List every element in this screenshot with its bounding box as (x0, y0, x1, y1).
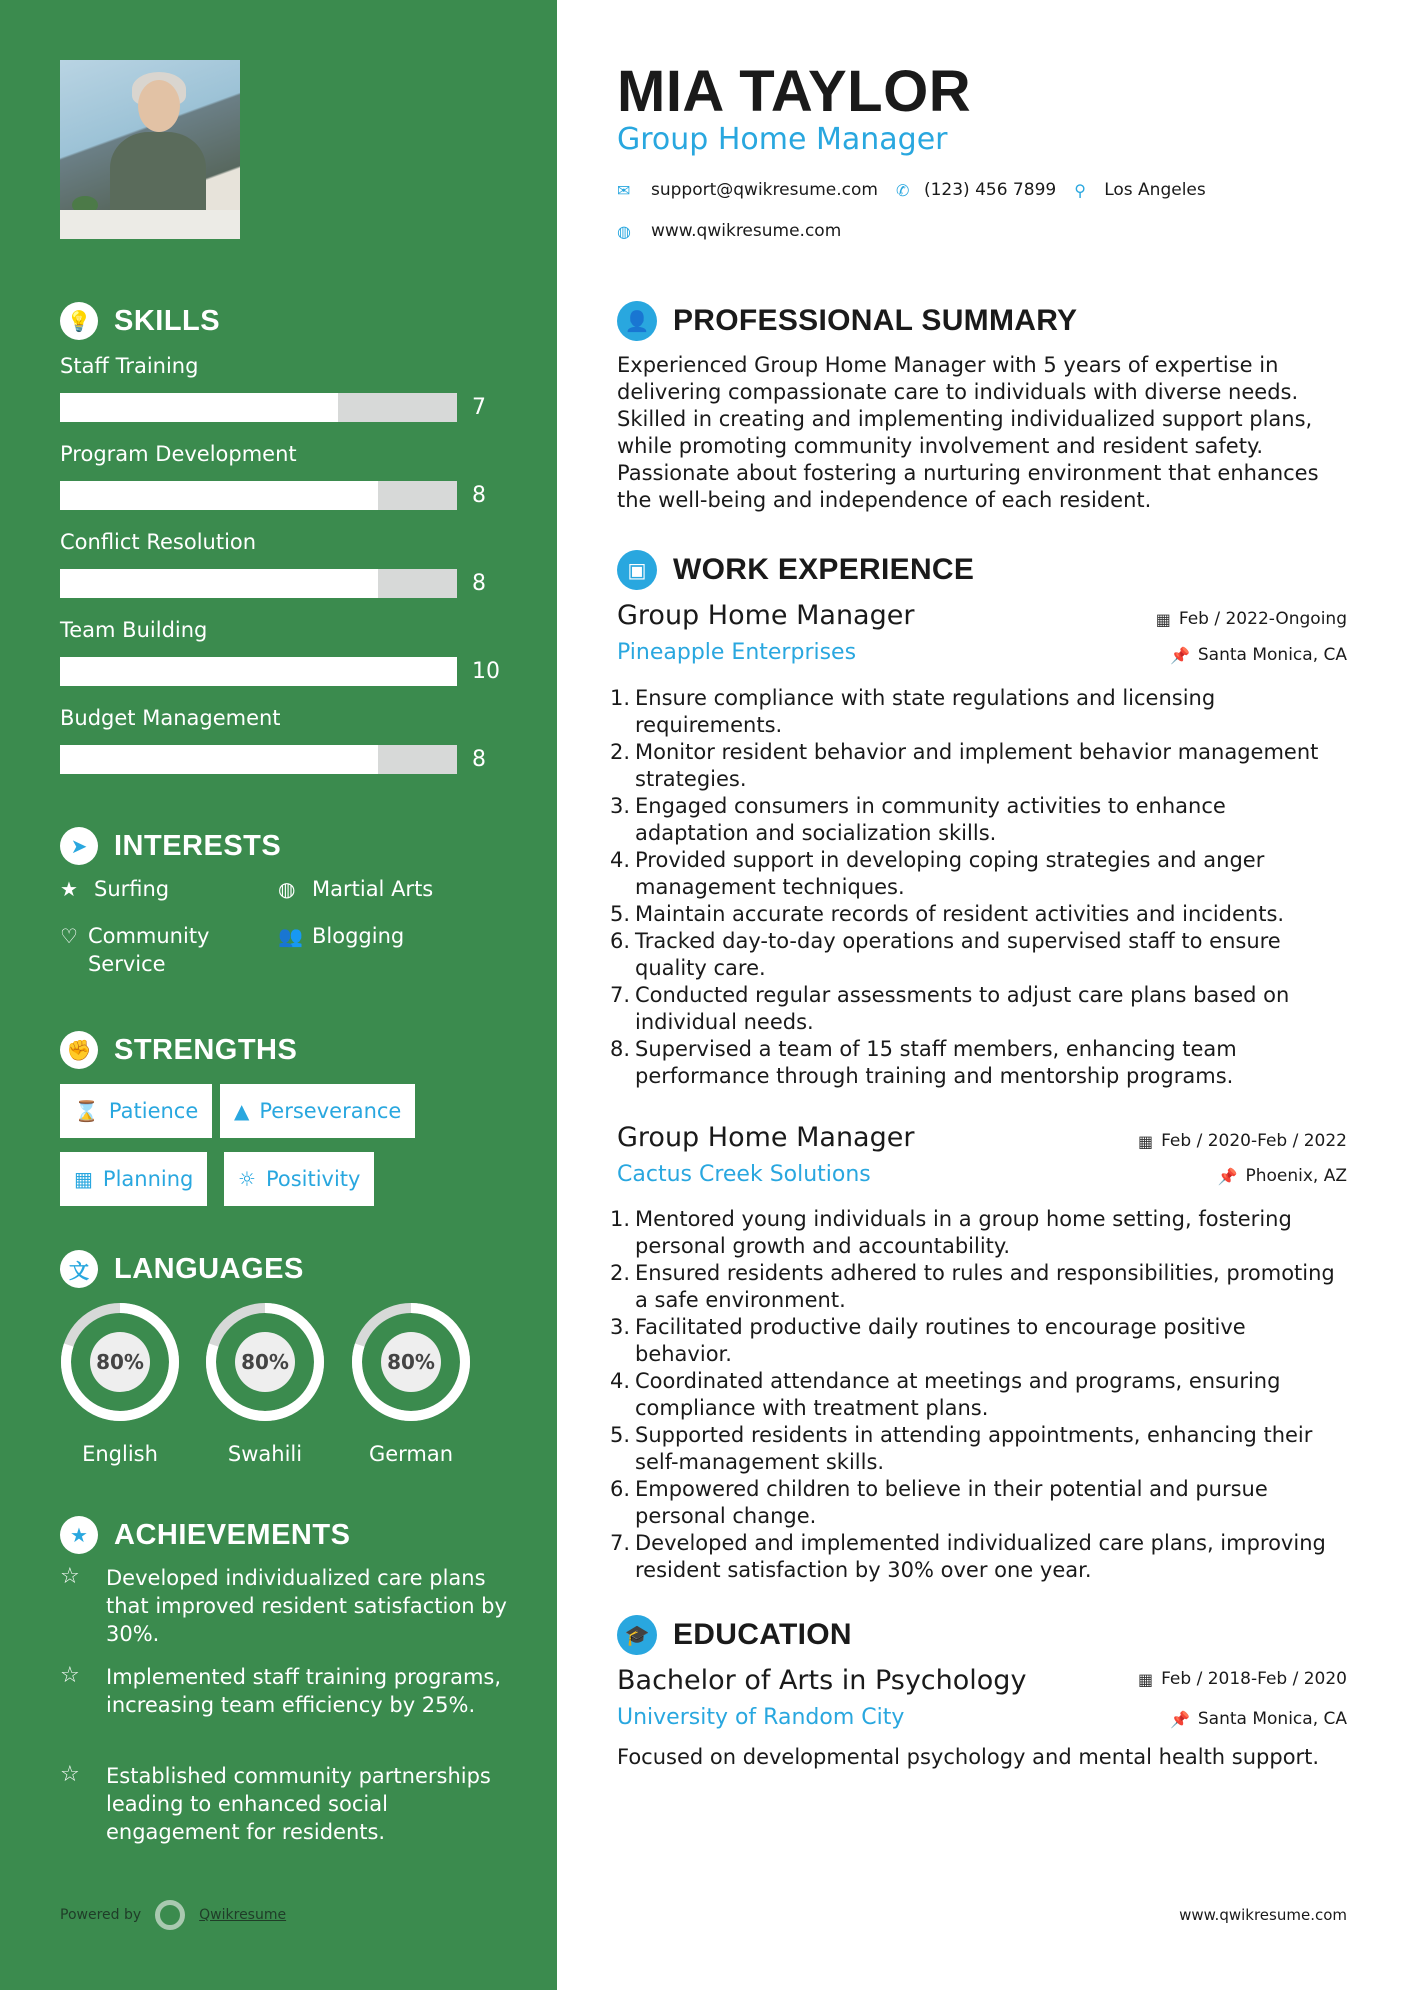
calendar-icon: ▦ (1137, 1669, 1154, 1689)
job-dates: ▦ Feb / 2022-Ongoing (1155, 609, 1347, 629)
svg-text:80%: 80% (96, 1350, 144, 1374)
strength-chip: ☼ Positivity (224, 1152, 374, 1206)
list-item: 5. Maintain accurate records of resident activities and incidents. (610, 902, 1285, 926)
user-icon: 👤 (617, 301, 657, 341)
shooting-star-icon: ☆ (60, 1564, 80, 1589)
summary-text: Experienced Group Home Manager with 5 years of expertise in delivering compassionate care to individuals with diverse needs. Skilled in creating and implementing individualized support plans, while promoting community involvement and resident safety. Passionate about fostering a nurturing environment that enhances the well-being and independence of each resident. (617, 353, 1319, 512)
main-content (610, 0, 1347, 1990)
skill-item (60, 527, 500, 596)
language-name: German (368, 1442, 454, 1466)
interest-item: ★ Surfing (60, 877, 170, 901)
education-heading (617, 1615, 852, 1655)
contact-location: Los Angeles (1104, 180, 1206, 200)
language-name: English (82, 1442, 158, 1466)
skill-value: 7 (472, 395, 486, 420)
phone-icon: ✆ (895, 180, 910, 200)
job-company: Cactus Creek Solutions (617, 1162, 871, 1187)
skill-item (60, 615, 500, 684)
skill-bar-fill (60, 745, 378, 774)
education-school: University of Random City (617, 1705, 905, 1730)
language-ring (203, 1300, 327, 1424)
list-item: 2. Monitor resident behavior and implement behavior management strategies. (610, 740, 1319, 791)
calendar-icon: ▦ (1137, 1131, 1154, 1151)
skill-name: Budget Management (60, 706, 281, 730)
sidebar (0, 0, 557, 1990)
job-duties (610, 685, 1340, 1090)
graduation-cap-icon: 🎓 (617, 1615, 657, 1655)
hourglass-icon: ⌛ (74, 1099, 99, 1123)
job-duties (610, 1206, 1340, 1584)
profile-photo (60, 60, 240, 239)
education-location: 📌 Santa Monica, CA (1169, 1709, 1347, 1729)
interest-item: ♡ Community Service (60, 924, 210, 976)
skills-title: SKILLS (114, 304, 221, 337)
calendar-icon: ▦ (1155, 609, 1171, 629)
language-name: Swahili (227, 1442, 303, 1466)
achievements-heading (60, 1516, 350, 1554)
skill-value: 8 (472, 571, 486, 596)
list-item: 7. Developed and implemented individualized care plans, improving resident satisfaction by 30% over one year. (610, 1531, 1326, 1582)
briefcase-chair-icon: ▣ (617, 550, 657, 590)
strengths-heading (60, 1031, 297, 1069)
job-title: Group Home Manager (617, 1122, 915, 1153)
skill-name: Program Development (60, 442, 297, 466)
experience-title: WORK EXPERIENCE (673, 553, 975, 586)
paper-plane-icon: ➤ (60, 827, 98, 865)
list-item: 1. Ensure compliance with state regulations and licensing requirements. (610, 686, 1216, 737)
pin-icon: 📌 (1217, 1166, 1238, 1186)
achievement-item: ☆ Developed individualized care plans that improved resident satisfaction by 30%. (60, 1564, 507, 1646)
job-company: Pineapple Enterprises (617, 640, 857, 665)
language-item (349, 1300, 473, 1466)
contact-row (617, 221, 841, 241)
list-item: 7. Conducted regular assessments to adjust care plans based on individual needs. (610, 983, 1290, 1034)
strength-chip: ▦ Planning (60, 1152, 207, 1206)
strength-chip: ▲ Perseverance (220, 1084, 415, 1138)
skill-item (60, 351, 500, 420)
skill-bar (60, 393, 457, 422)
list-item: 2. Ensured residents adhered to rules and responsibilities, promoting a safe environment. (610, 1261, 1335, 1312)
pin-icon: 📌 (1169, 1709, 1190, 1729)
list-item: 8. Supervised a team of 15 staff members, enhancing team performance through training and mentorship programs. (610, 1037, 1237, 1088)
language-ring (58, 1300, 182, 1424)
candidate-name: MIA TAYLOR (617, 59, 972, 124)
education-title: EDUCATION (673, 1618, 852, 1651)
job-location: 📌 Santa Monica, CA (1169, 645, 1347, 665)
list-item: 1. Mentored young individuals in a group home setting, fostering personal growth and accountability. (610, 1207, 1292, 1258)
trophy-star-icon: ★ (60, 1516, 98, 1554)
job-dates: ▦ Feb / 2020-Feb / 2022 (1137, 1131, 1347, 1151)
list-item: 3. Engaged consumers in community activities to enhance adaptation and socialization skills. (610, 794, 1226, 845)
skill-item (60, 439, 500, 508)
pin-icon: 📌 (1169, 645, 1190, 665)
skill-name: Conflict Resolution (60, 530, 257, 554)
interest-item: 👥 Blogging (278, 924, 405, 948)
contact-row (617, 180, 1206, 200)
skills-heading (60, 302, 220, 340)
skill-bar (60, 481, 457, 510)
qwikresume-logo-icon (155, 1900, 185, 1930)
list-item: 4. Coordinated attendance at meetings and programs, ensuring compliance with treatment plans. (610, 1369, 1281, 1420)
strength-chip: ⌛ Patience (60, 1084, 212, 1138)
skill-bar-fill (60, 569, 378, 598)
skill-bar-fill (60, 657, 457, 686)
powered-by: Powered by Qwikresume (60, 1900, 286, 1930)
skill-bar (60, 657, 457, 686)
skill-value: 8 (472, 747, 486, 772)
skill-item (60, 703, 500, 772)
language-ring (349, 1300, 473, 1424)
list-item: 5. Supported residents in attending appointments, enhancing their self-management skills. (610, 1423, 1313, 1474)
sun-icon: ☼ (238, 1167, 256, 1191)
skill-bar (60, 745, 457, 774)
lightbulb-icon: 💡 (60, 302, 98, 340)
summary-title: PROFESSIONAL SUMMARY (673, 304, 1078, 337)
achievements-title: ACHIEVEMENTS (114, 1518, 351, 1551)
users-icon: 👥 (278, 924, 303, 948)
contact-website[interactable]: www.qwikresume.com (651, 221, 842, 241)
job-location: 📌 Phoenix, AZ (1217, 1166, 1347, 1186)
education-degree: Bachelor of Arts in Psychology (617, 1665, 1027, 1696)
education-description: Focused on developmental psychology and mental health support. (617, 1745, 1320, 1769)
job-title: Group Home Manager (617, 600, 915, 631)
list-item: 3. Facilitated productive daily routines to encourage positive behavior. (610, 1315, 1246, 1366)
globe-icon: ◍ (617, 221, 631, 241)
languages-title: LANGUAGES (114, 1252, 304, 1285)
svg-text:80%: 80% (387, 1350, 435, 1374)
skill-value: 10 (472, 659, 500, 684)
interests-heading (60, 827, 281, 865)
interest-item: ◍ Martial Arts (278, 877, 434, 901)
shooting-star-icon: ☆ (60, 1663, 80, 1688)
skill-value: 8 (472, 483, 486, 508)
map-pin-icon: ⚲ (1074, 180, 1086, 200)
language-item (58, 1300, 182, 1466)
list-item: 4. Provided support in developing coping strategies and anger management techniques. (610, 848, 1265, 899)
languages-heading (60, 1250, 304, 1288)
skill-bar-fill (60, 393, 338, 422)
language-item (203, 1300, 327, 1466)
experience-heading (617, 550, 974, 590)
list-item: 6. Empowered children to believe in their potential and pursue personal change. (610, 1477, 1268, 1528)
skill-bar-fill (60, 481, 378, 510)
footer-website[interactable]: www.qwikresume.com (1179, 1906, 1347, 1924)
summary-heading (617, 301, 1077, 341)
contact-phone: (123) 456 7899 (923, 180, 1057, 200)
qwikresume-link[interactable]: Qwikresume (199, 1907, 287, 1923)
achievement-item: ☆ Established community partnerships leading to enhanced social engagement for residents. (60, 1762, 491, 1844)
skill-name: Team Building (60, 618, 208, 642)
globe-icon: ◍ (278, 877, 296, 901)
interests-title: INTERESTS (114, 829, 282, 862)
road-icon: ▲ (234, 1099, 250, 1123)
envelope-icon: ✉ (617, 180, 631, 200)
heart-icon: ♡ (60, 924, 78, 948)
calendar-icon: ▦ (74, 1167, 93, 1191)
list-item: 6. Tracked day-to-day operations and supervised staff to ensure quality care. (610, 929, 1281, 980)
translate-icon: 文 (60, 1250, 98, 1288)
contact-email[interactable]: support@qwikresume.com (651, 180, 878, 200)
svg-text:80%: 80% (241, 1350, 289, 1374)
fist-icon: ✊ (60, 1031, 98, 1069)
shooting-star-icon: ☆ (60, 1762, 80, 1787)
skill-name: Staff Training (60, 354, 199, 378)
candidate-role: Group Home Manager (617, 122, 948, 157)
education-dates: ▦ Feb / 2018-Feb / 2020 (1137, 1669, 1347, 1689)
skill-bar (60, 569, 457, 598)
achievement-item: ☆ Implemented staff training programs, increasing team efficiency by 25%. (60, 1663, 502, 1717)
star-icon: ★ (60, 877, 78, 901)
strengths-title: STRENGTHS (114, 1033, 298, 1066)
